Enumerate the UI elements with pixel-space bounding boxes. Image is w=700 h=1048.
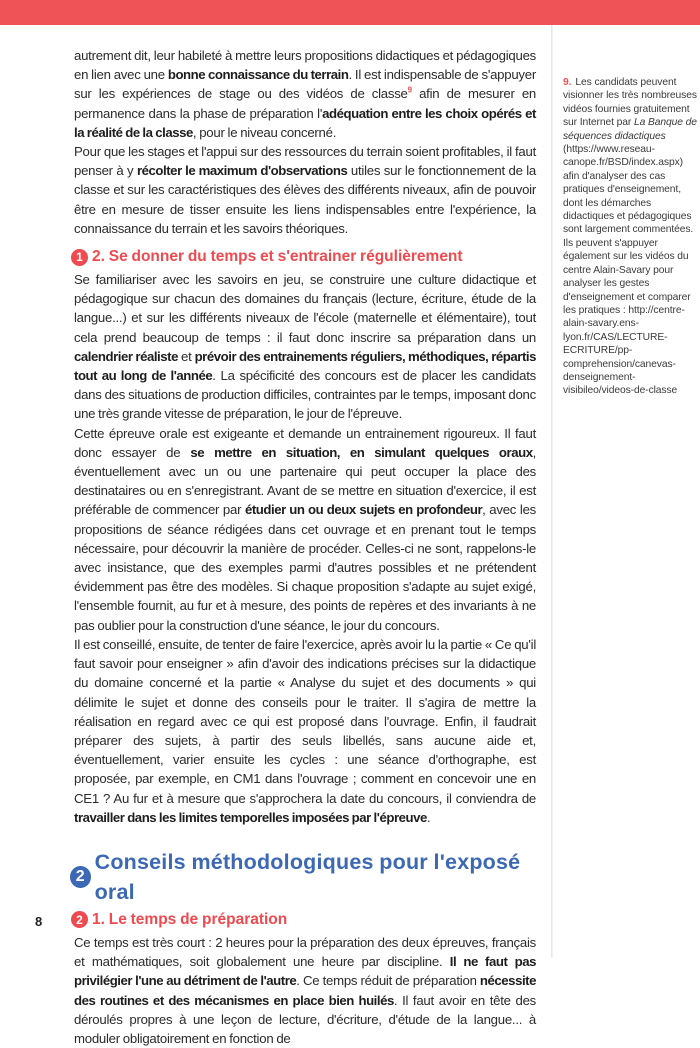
footnote-ref: 9	[407, 86, 412, 96]
text-run: . Ce temps réduit de préparation	[296, 973, 480, 989]
emphasis-text: récolter le maximum d'observations	[136, 163, 348, 179]
text-run: Se familiariser avec les savoirs en jeu, se construire une culture didactique et pédagogique sur chacun des domaines du français (lecture, écriture, étude de la langue...) et sur les différents niveaux de l'école (maternelle et élémentaire), tout cela prend beaucoup de temps : il faut donc inscrire sa préparation dans un	[74, 272, 536, 345]
text-run: .	[426, 809, 431, 825]
paragraph	[74, 46, 536, 142]
emphasis-text: travailler dans les limites temporelles imposées par l'épreuve	[74, 809, 427, 825]
text-run: utiles sur le fonctionnement de la classe et sur les caractéristiques des élèves des différents niveaux, afin de pouvoir être en mesure de tisser ensuite les liens indispensables entre l'expérience, la connaissance du terrain et les savoirs théoriques.	[74, 163, 536, 236]
section-heading-2	[70, 847, 536, 907]
text-run: afin de mesurer en permanence dans la phase de préparation l'	[74, 86, 536, 121]
paragraph	[74, 424, 536, 635]
text-run: . La spécificité des concours est de placer les candidats dans des situations de production difficiles, contraintes par le temps, imposant donc une très grande vitesse de préparation, le jour de l'épreuve.	[74, 368, 536, 422]
emphasis-text: Il ne faut pas privilégier l'une au détriment de l'autre	[74, 954, 536, 989]
margin-divider	[551, 25, 553, 958]
text-run: , pour le niveau concerné.	[192, 124, 337, 140]
text-run: autrement dit, leur habileté à mettre leurs propositions didactiques et pédagogiques en lien avec une	[74, 48, 536, 83]
text-run: , avec les propositions de séance rédigées dans cet ouvrage et en prenant tout le temps nécessaire, pour découvrir la manière de procéder. Celles-ci ne sont, rappelons-le avec insistance, que des exemples parmi d'autres possibles et ne prétendent évidemment pas être des modèles. Si chaque proposition s'adapte au sujet exigé, l'ensemble fournit, au fur et à mesure, des points de repères et des invariants à ne pas oublier pour la construction d'une séance, le jour du concours.	[74, 502, 536, 633]
paragraph	[74, 933, 536, 1048]
text-run: Il est conseillé, ensuite, de tenter de faire l'exercice, après avoir lu la partie « Ce qu'il faut savoir pour enseigner » afin d'avoir des indications précises sur la didactique du domaine concerné et la partie « Analyse du sujet et des documents » qui délimite le sujet et donne des conseils pour le traiter. Il s'agira de mettre la réalisation en regard avec ce qui est proposé dans l'ouvrage. Enfin, il faudrait préparer des sujets, à partir des seuls libellés, sans aucune aide et, éventuellement, varier ensuite les cycles : une séance d'orthographe, est proposée, par exemple, en CM1 dans l'ouvrage ; comment en concevoir une en CE1 ? Au fur et à mesure que s'approchera la date du concours, il conviendra de	[74, 636, 536, 806]
main-column	[74, 46, 536, 1048]
text-run: , éventuellement avec un ou une partenaire qui peut occuper la place des destinataires ou en s'enregistrant. Avant de se mettre en situation d'exercice, il est préférable de commencer par	[74, 444, 536, 518]
subsection-title: 2. Se donner du temps et s'entrainer régulièrement	[92, 248, 463, 266]
section-title: Conseils méthodologiques pour l'exposé oral	[94, 849, 521, 904]
emphasis-text: nécessite des routines et des mécanismes en place bien huilés	[74, 973, 536, 1008]
subsection-heading-2-1	[71, 909, 536, 931]
section-number-badge: 2	[70, 866, 91, 888]
footnote-number: 9.	[563, 77, 572, 88]
text-run: et	[177, 348, 195, 364]
header-band	[0, 0, 700, 25]
text-run: Pour que les stages et l'appui sur des ressources du terrain soient profitables, il faut penser à y	[74, 144, 536, 179]
section-number-badge: 2	[71, 911, 88, 928]
footnote-text-cont: (https://www.reseau-canope.fr/BSD/index.aspx) afin d'analyser des cas pratiques d'enseignement, dont les démarches didactiques et pédagogiques sont largement commentées. Ils peuvent s'appuyer également sur les vidéos du centre Alain-Savary pour analyser les gestes d'enseignement et comparer les pratiques : http://centre-alain-savary.ens-lyon.fr/CAS/LECTURE-ECRITURE/pp-comprehension/canevas-denseignement-visibileo/videos-de-classe	[563, 144, 694, 397]
emphasis-text: calendrier réaliste	[74, 348, 178, 364]
subsection-title: 1. Le temps de préparation	[92, 910, 288, 928]
footnote-italic-title: La Banque de séquences didactiques	[563, 117, 697, 142]
emphasis-text: étudier un ou deux sujets en profondeur	[244, 502, 483, 518]
subsection-heading-1-2	[71, 246, 536, 268]
emphasis-text: se mettre en situation, en simulant quelques oraux	[190, 444, 533, 460]
emphasis-text: prévoir des entrainements réguliers, méthodiques, répartis tout au long de l'année	[74, 348, 536, 384]
section-number-badge: 1	[71, 249, 88, 266]
text-run: Ce temps est très court : 2 heures pour la préparation des deux épreuves, français et mathématiques, soit globalement une heure par discipline.	[74, 934, 536, 970]
page-number: 8	[35, 914, 43, 929]
paragraph	[74, 270, 536, 424]
footnote-sidenote	[563, 76, 698, 398]
paragraph	[74, 635, 536, 827]
footnote-text: Les candidats peuvent visionner les très nombreuses vidéos fournies gratuitement sur Internet par	[563, 77, 697, 129]
emphasis-text: adéquation entre les choix opérés et la réalité de la classe	[74, 105, 536, 140]
text-run: . Il faut avoir en tête des déroulés propres à une leçon de lecture, d'écriture, d'étude de la langue... à moduler obligatoirement en fonction de	[74, 992, 537, 1046]
text-run: . Il est indispensable de s'appuyer sur les expériences de stage ou des vidéos de classe	[74, 67, 536, 102]
emphasis-text: bonne connaissance du terrain	[167, 67, 349, 83]
paragraph	[74, 142, 536, 238]
text-run: Cette épreuve orale est exigeante et demande un entrainement rigoureux. Il faut donc essayer de	[74, 425, 536, 460]
